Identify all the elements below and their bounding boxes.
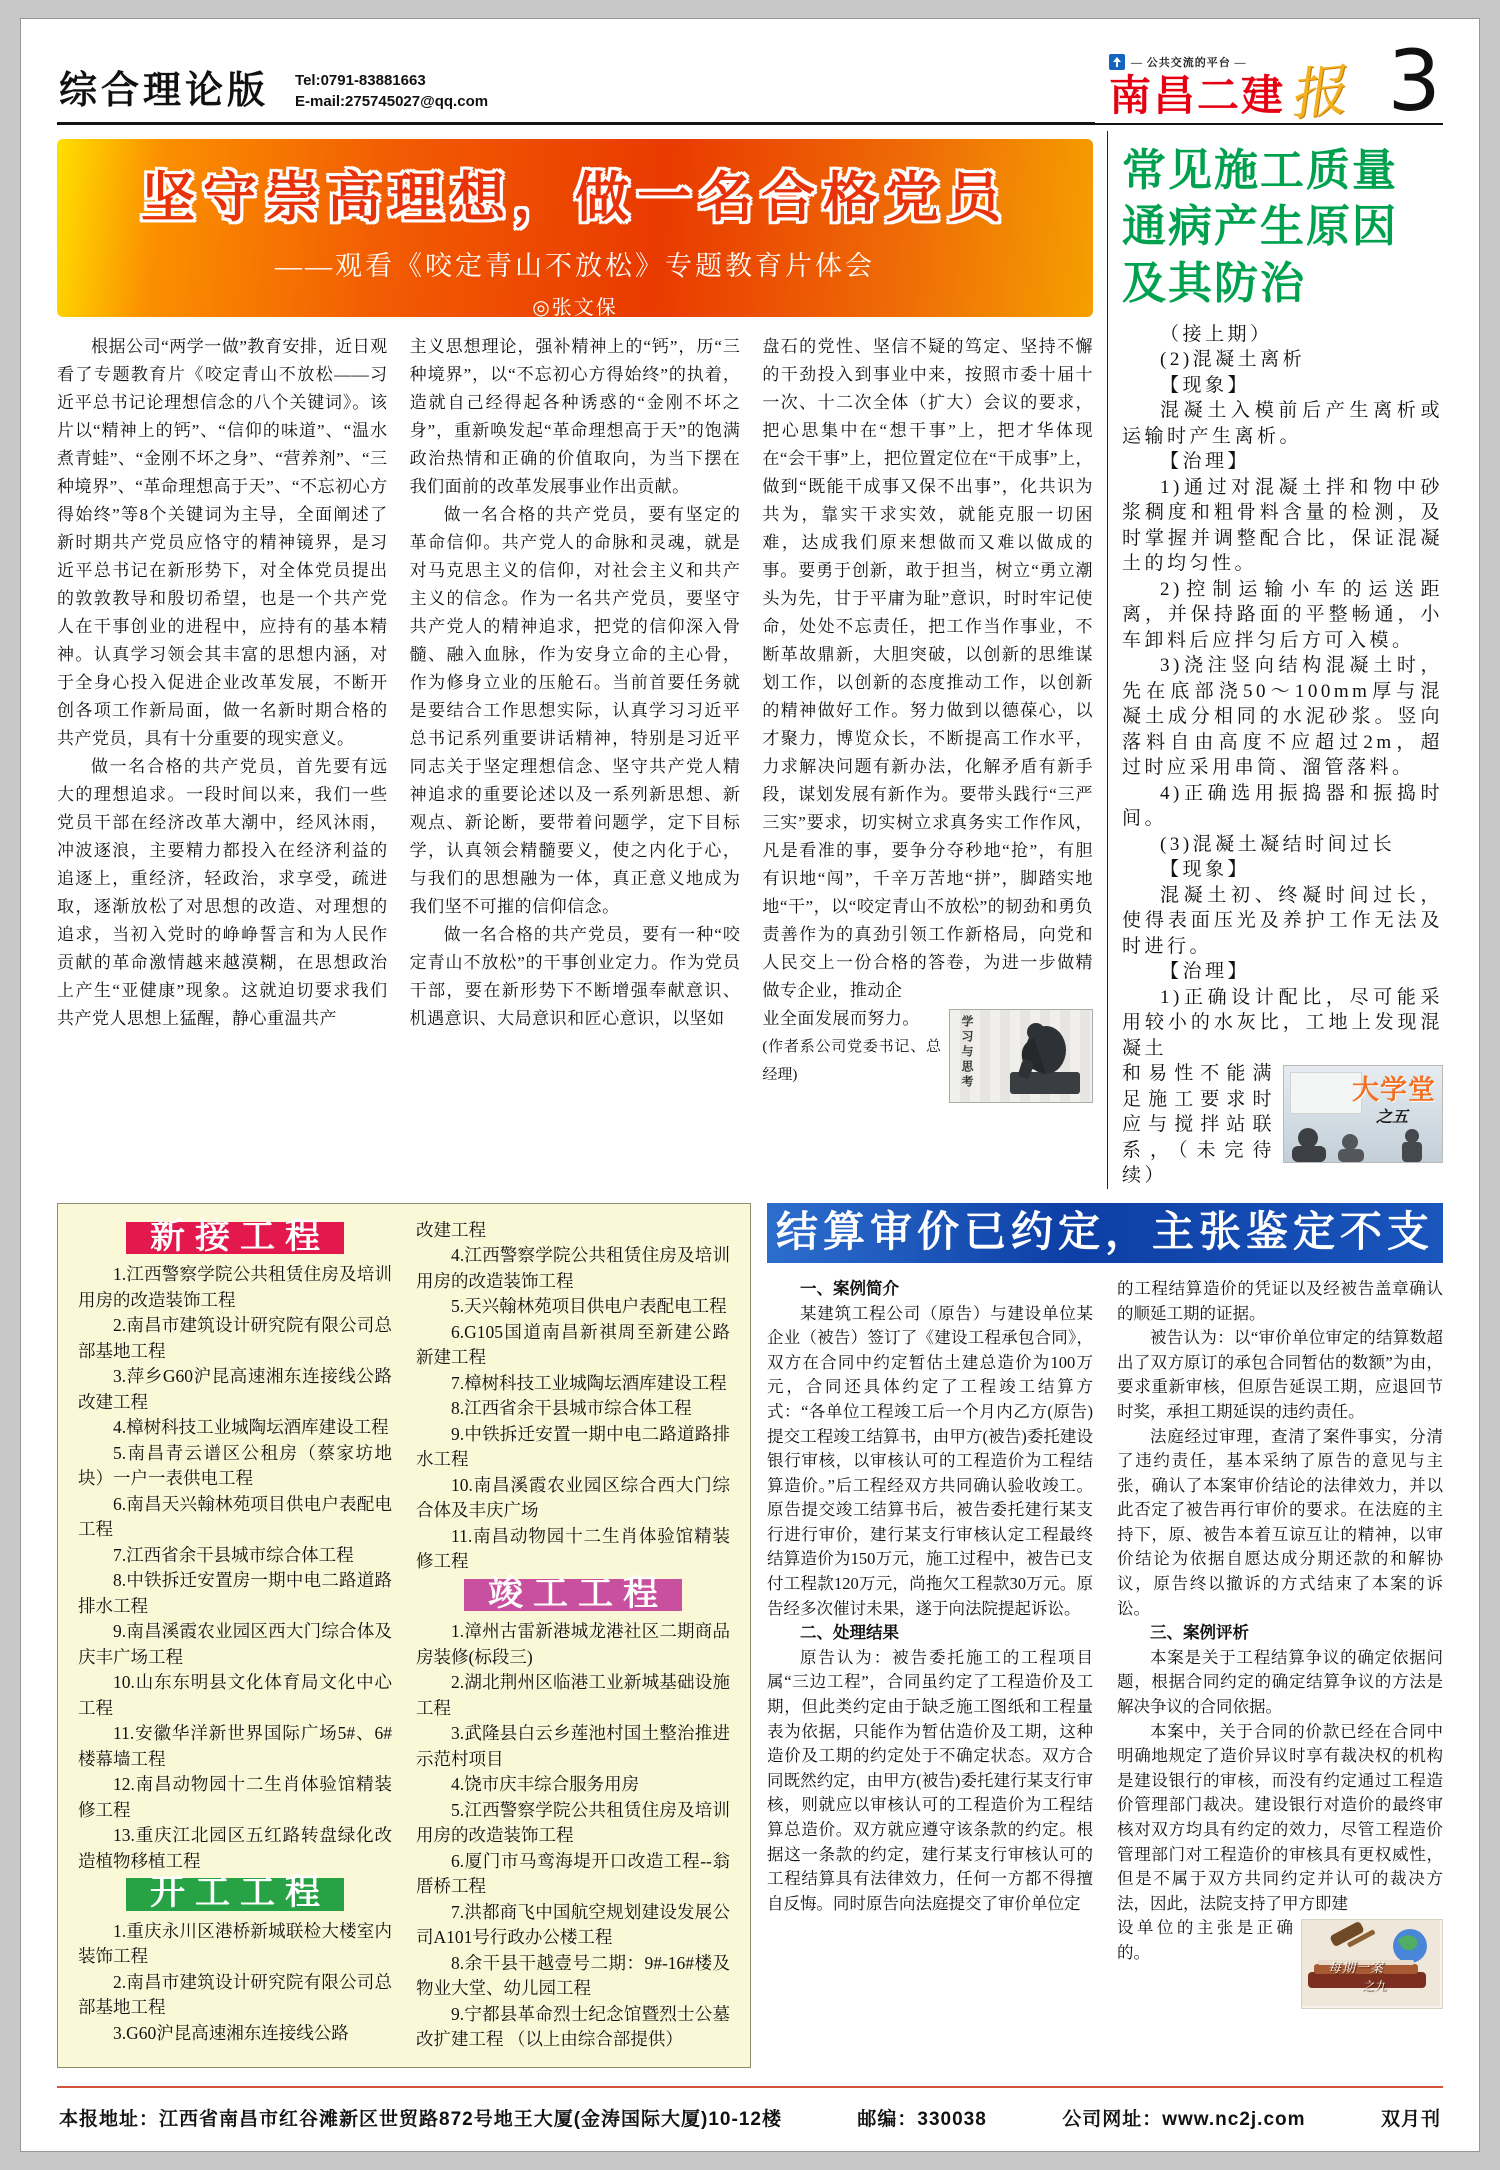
paragraph: 【现象】 xyxy=(1160,859,1251,881)
page-header xyxy=(57,31,1443,130)
top-content-row xyxy=(57,131,1443,1189)
paragraph: 2.南昌市建筑设计研究院有限公司总部基地工程 xyxy=(78,1971,392,2018)
paragraph: 4.饶市庆丰综合服务用房 xyxy=(451,1774,640,1795)
main-article-banner xyxy=(57,139,1093,317)
paragraph: 11.安徽华洋新世界国际广场5#、6#楼幕墙工程 xyxy=(78,1723,392,1769)
right-article-body xyxy=(1122,322,1443,1062)
paragraph: (2)混凝土离析 xyxy=(1160,349,1306,371)
paragraph: （接上期） xyxy=(1160,323,1273,345)
paragraph: 2.湖北荆州区临港工业新城基础设施工程 xyxy=(416,1672,730,1718)
case-column-1 xyxy=(767,1277,1093,2011)
right-article-zone xyxy=(1107,131,1443,1189)
paragraph: 3.G60沪昆高速湘东连接线公路 xyxy=(113,2022,349,2043)
case-column-2-top xyxy=(1117,1277,1443,1916)
paragraph: 2)控制运输小车的运送距离，并保持路面的平整畅通，小车卸料后应拌匀后方可入模。 xyxy=(1122,578,1443,651)
newspaper-page xyxy=(20,18,1480,2152)
projects-header-done: 竣工工程 xyxy=(464,1579,682,1612)
paragraph: 5.江西警察学院公共租赁住房及培训用房的改造装饰工程 xyxy=(416,1799,730,1846)
paragraph: 1)正确设计配比，尽可能采用较小的水灰比，工地上发现混凝土 xyxy=(1122,986,1443,1059)
paragraph: 本案中，关于合同的价款已经在合同中明确地规定了造价异议时享有裁决权的机构是建设银行的审核，而没有约定通过工程造价管理部门裁决。建设银行对造价的最终审核对双方均具有约定的效力，尽管工程造价管理部门对工程造价的审核具有更权威性，但是不属于双方共同约定并认可的裁决方法，因此，法院支持了甲方即建 xyxy=(1117,1721,1443,1913)
paragraph: 设单位的主张是正确的。 xyxy=(1117,1918,1293,1962)
masthead-logo-icon xyxy=(1109,54,1125,70)
paragraph: 9.宁都县革命烈士纪念馆暨烈士公墓改扩建工程 （以上由综合部提供） xyxy=(416,2003,730,2050)
paragraph: 主义思想理论，强补精神上的“钙”，历“三种境界”，以“不忘初心方得始终”的执着，造就自己经得起各种诱惑的“金刚不坏之身”，重新唤发起“革命理想高于天”的饱满政治热情和正确的价值取向，为当下摆在我们面前的改革发展事业作出贡献。 xyxy=(409,337,741,496)
page-number: 3 xyxy=(1387,31,1441,130)
paragraph: 根据公司“两学一做”教育安排，近日观看了专题教育片《咬定青山不放松——习近平总书记论理想信念的八个关键词》。该片以“精神上的钙”、“信仰的味道”、“温水煮青蛙”、“金刚不坏之身”、“营养剂”、“三种境界”、“革命理想高于天”、“不忘初心方得始终”等8个关键词为主导，全面阐述了新时期共产党员应恪守的精神镜界，是习近平总书记在新形势下，对全体党员提出的敦敦教导和殷切希望，也是一个共产党人在干事创业的进程中，应持有的基本精神。认真学习领会其丰富的思想内涵，对于全身心投入促进企业改革发展，不断开创各项工作新局面，做一名新时期合格的共产党员，具有十分重要的现实意义。 xyxy=(57,337,388,748)
paragraph: 【治理】 xyxy=(1160,961,1251,983)
masthead-name: 南昌二建 xyxy=(1109,72,1286,119)
thinker-photo xyxy=(949,1009,1093,1103)
paragraph: 【治理】 xyxy=(1160,451,1251,473)
paragraph: 被告认为：以“审价单位审定的结算数超出了双方原订的承包合同暂估的数额”为由，要求重新审核，但原告延误工期，应退回节时奖，承担工期延误的违约责任。 xyxy=(1117,1328,1443,1421)
masthead-tagline: — 公共交流的平台 — xyxy=(1131,57,1247,70)
paragraph: 10.山东东明县文化体育局文化中心工程 xyxy=(78,1672,392,1718)
paragraph: 的工程结算造价的凭证以及经被告盖章确认的顺延工期的证据。 xyxy=(1117,1278,1443,1323)
law-photo-sublabel: 之九 xyxy=(1362,1979,1387,1994)
paragraph: 某建筑工程公司（原告）与建设单位某企业（被告）签订了《建设工程承包合同》，双方在合同中约定暂估土建总造价为100万元，合同还具体约定了工程竣工结算方式：“各单位工程竣工后一个月内乙方(原告)提交工程竣工结算书，由甲方(被告)委托建设银行审核，以审核认可的工程造价为工程结算造价。”后工程经双方共同确认验收竣工。原告提交竣工结算书后，被告委托建行某支行进行审价，建行某支行审核认定工程最终结算造价为150万元，施工过程中，被告已支付工程款120万元，尚拖欠工程款30万元。原告经多次催讨未果，遂于向法院提起诉讼。 xyxy=(767,1303,1093,1618)
edition-label: 综合理论版 xyxy=(59,70,270,112)
masthead xyxy=(1095,31,1443,130)
paragraph: 3.武隆县白云乡莲池村国土整治推进示范村项目 xyxy=(416,1723,730,1769)
main-article-title: 坚守崇高理想，做一名合格党员 xyxy=(141,168,1009,228)
paragraph: 7.江西省余干县城市综合体工程 xyxy=(113,1544,354,1565)
footer-postcode: 邮编：330038 xyxy=(857,2108,987,2130)
paragraph: 4.樟树科技工业城陶坛酒库建设工程 xyxy=(113,1417,389,1438)
paragraph: 8.江西省余干县城市综合体工程 xyxy=(451,1398,692,1419)
paragraph: 1.漳州古雷新港城龙港社区二期商品房装修(标段三) xyxy=(416,1621,730,1667)
paragraph: 做一名合格的共产党员，要有一种“咬定青山不放松”的干事创业定力。作为党员干部，要在新形势下不断增强奉献意识、机遇意识、大局意识和匠心意识，以坚如 xyxy=(409,925,741,1028)
case-study-zone xyxy=(751,1203,1443,2068)
projects-header-new: 新接工程 xyxy=(126,1222,344,1255)
paragraph: 1)通过对混凝土拌和物中砂浆稠度和粗骨料含量的检测，及时掌握并调整配合比，保证混凝土的均匀性。 xyxy=(1122,476,1443,575)
paragraph: 9.中铁拆迁安置一期中电二路道路排水工程 xyxy=(416,1423,730,1470)
contact-info xyxy=(295,70,488,114)
article-column-3 xyxy=(762,333,1093,1185)
thinker-photo-label: 学习与思考 xyxy=(960,1015,975,1090)
paragraph: 1.重庆永川区港桥新城联检大楼室内装饰工程 xyxy=(78,1920,392,1967)
paragraph: 和易性不能满足施工要求时应与搅拌站联系，（未完待续） xyxy=(1122,1063,1275,1187)
paragraph: 7.洪都商飞中国航空规划建设发展公司A101号行政办公楼工程 xyxy=(416,1901,730,1948)
main-article-zone xyxy=(57,131,1107,1189)
classroom-photo-subtitle: 之五 xyxy=(1375,1109,1408,1127)
article-column-3-top xyxy=(762,333,1093,1005)
paragraph: 8.中铁拆迁安置房一期中电二路道路排水工程 xyxy=(78,1570,392,1616)
paragraph: 6.厦门市马鸾海堤开口改造工程--翁厝桥工程 xyxy=(416,1850,730,1897)
paragraph: 6.G105国道南昌新祺周至新建公路新建工程 xyxy=(416,1321,730,1368)
paragraph: 4)正确选用振捣器和振捣时间。 xyxy=(1122,782,1443,830)
paragraph: 改建工程 xyxy=(416,1219,486,1240)
main-article-subtitle: ——观看《咬定青山不放松》专题教育片体会 xyxy=(275,251,875,281)
paragraph: 6.南昌天兴翰林苑项目供电户表配电工程 xyxy=(78,1493,392,1540)
paragraph: 盘石的党性、坚信不疑的笃定、坚持不懈的干劲投入到事业中来，按照市委十届十一次、十二次全体（扩大）会议的要求，把心思集中在“想干事”上，把才华体现在“会干事”上，把位置定位在“干成事”上，做到“既能干成事又保不出事”，化共识为共为，靠实干求实效，就能克服一切困难，达成我们原来想做而又难以做成的事。要勇于创新，敢于担当，树立“勇立潮头为先，甘于平庸为耻”意识，时时牢记使命，处处不忘责任，把工作当作事业，不断革故鼎新，大胆突破，以创新的思维谋划工作，以创新的态度推动工作，以创新的精神做好工作。努力做到以德葆心，以才聚力，博览众长，不断提高工作水平，力求解决问题有新办法，化解矛盾有新手段，谋划发展有新作为。要带头践行“三严三实”要求，切实树立求真务实工作作风，凡是看准的事，要争分夺秒地“抢”，有胆有识地“闯”，千辛万苦地“拼”，脚踏实地地“干”，以“咬定青山不放松”的韧劲和勇负责善作为的真劲引领工作新格局，向党和人民交上一份合格的答卷，为进一步做精做专企业，推动企 xyxy=(762,337,1093,1000)
article-column-2 xyxy=(410,333,741,1185)
paragraph: 混凝土入模前后产生离析或运输时产生离析。 xyxy=(1122,400,1443,447)
case-column-2 xyxy=(1117,1277,1443,2011)
right-article-title: 常见施工质量通病产生原因及其防治 xyxy=(1122,146,1398,308)
contact-email: E-mail:275745027@qq.com xyxy=(295,93,489,110)
header-left xyxy=(57,33,1095,125)
bottom-content-row xyxy=(57,1203,1443,2068)
masthead-block xyxy=(1109,54,1349,128)
masthead-seal-character: 报 xyxy=(1285,60,1349,128)
main-article-author: ◎张文保 xyxy=(532,297,618,319)
main-article-body xyxy=(57,333,1093,1185)
paragraph: 1.江西警察学院公共租赁住房及培训用房的改造装饰工程 xyxy=(78,1264,392,1310)
paragraph: 12.南昌动物园十二生肖体验馆精装修工程 xyxy=(78,1774,392,1820)
paragraph: 混凝土初、终凝时间过长，使得表面压光及养护工作无法及时进行。 xyxy=(1122,884,1443,957)
paragraph: 二、处理结果 xyxy=(800,1624,899,1643)
footer-address: 本报地址：江西省南昌市红谷滩新区世贸路872号地王大厦(金涛国际大厦)10-12楼 xyxy=(59,2108,782,2130)
paragraph: 8.余干县干越壹号二期：9#-16#楼及物业大堂、幼儿园工程 xyxy=(416,1952,730,1999)
projects-header-start: 开工工程 xyxy=(126,1878,344,1911)
case-study-body xyxy=(767,1277,1443,2011)
paragraph: 2.南昌市建筑设计研究院有限公司总部基地工程 xyxy=(78,1315,392,1361)
paragraph: 11.南昌动物园十二生肖体验馆精装修工程 xyxy=(416,1525,730,1572)
classroom-photo-title: 大学堂 xyxy=(1352,1075,1436,1106)
article-column-1 xyxy=(57,333,388,1185)
page-footer xyxy=(57,2088,1443,2151)
paragraph: 三、案例评析 xyxy=(1150,1624,1249,1643)
paragraph: 业全面发展而努力。 xyxy=(762,1009,920,1028)
paragraph: 5.南昌青云谱区公租房（蔡家坊地块）一户一表供电工程 xyxy=(78,1442,392,1489)
projects-column-2 xyxy=(416,1218,730,2053)
footer-website: 公司网址：www.nc2j.com xyxy=(1062,2108,1306,2130)
audience-silhouettes-icon xyxy=(1284,1124,1442,1162)
paragraph: 做一名合格的共产党员，首先要有远大的理想追求。一段时间以来，我们一些党员干部在经济改革大潮中，经风沐雨，冲波逐浪，主要精力都投入在经济利益的追逐上，重经济，轻政治，求享受，疏进取，逐渐放松了对思想的改造、对理想的追求，当初入党时的峥峥誓言和为人民作贡献的革命激情越来越漠糊，在思想政治上产生“亚健康”现象。这就迫切要求我们共产党人思想上猛醒，静心重温共产 xyxy=(57,757,388,1028)
paragraph: 5.天兴翰林苑项目供电户表配电工程 xyxy=(451,1296,727,1317)
paragraph: 一、案例简介 xyxy=(800,1279,899,1298)
paragraph: 3)浇注竖向结构混凝土时，先在底部浇50～100mm厚与混凝土成分相同的水泥砂浆。竖向落料自由高度不应超过2m，超过时应采用串筒、溜管落料。 xyxy=(1122,655,1443,779)
author-note: (作者系公司党委书记、总经理) xyxy=(762,1039,942,1083)
law-photo-label: 每期一案 xyxy=(1328,1960,1385,1976)
paragraph: (3)混凝土凝结时间过长 xyxy=(1160,833,1396,855)
paragraph: 9.南昌溪霞农业园区西大门综合体及庆丰广场工程 xyxy=(78,1621,392,1667)
projects-box xyxy=(57,1203,751,2068)
paragraph: 法庭经过审理，查清了案件事实，分清了违约责任，基本采纳了原告的意见与主张，确认了本案审价结论的法律效力，并以此否定了被告再行审价的要求。在法庭的主持下，原、被告本着互谅互让的精神，以审价结论为依据自愿达成分期还款的和解协议，原告终以撤诉的方式结束了本案的诉讼。 xyxy=(1117,1426,1443,1618)
paragraph: 做一名合格的共产党员，要有坚定的革命信仰。共产党人的命脉和灵魂，就是对马克思主义的信仰，对社会主义和共产主义的信念。作为一名共产党员，要坚守共产党人的精神追求，把党的信仰深入骨髓、融入血脉，作为安身立命的主心骨，作为修身立业的压舱石。当前首要任务就是要结合工作思想实际，认真学习习近平总书记系列重要讲话精神，特别是习近平同志关于坚定理想信念、坚守共产党人精神追求的重要论述以及一系列新思想、新观点、新论断，要带着问题学，定下目标学，认真领会精髓要义，使之内化于心，与我们的思想融为一体，真正意义地成为我们坚不可摧的信仰信念。 xyxy=(409,505,741,916)
paragraph: 【现象】 xyxy=(1160,374,1251,396)
paragraph: 3.萍乡G60沪昆高速湘东连接线公路改建工程 xyxy=(78,1366,392,1412)
paragraph: 4.江西警察学院公共租赁住房及培训用房的改造装饰工程 xyxy=(416,1245,730,1291)
paragraph: 10.南昌溪霞农业园区综合西大门综合体及丰庆广场 xyxy=(416,1474,730,1521)
paragraph: 7.樟树科技工业城陶坛酒库建设工程 xyxy=(451,1372,727,1393)
classroom-photo xyxy=(1283,1065,1443,1163)
contact-tel: Tel:0791-83881663 xyxy=(295,72,426,89)
case-study-banner: 结算审价已约定，主张鉴定不支持 xyxy=(767,1203,1443,1263)
law-book-photo xyxy=(1301,1919,1443,2009)
paragraph: 13.重庆江北园区五红路转盘绿化改造植物移植工程 xyxy=(78,1825,392,1871)
paragraph: 本案是关于工程结算争议的确定依据问题，根据合同约定的确定结算争议的方法是解决争议的合同依据。 xyxy=(1117,1647,1443,1717)
paragraph: 原告认为：被告委托施工的工程项目属“三边工程”，合同虽约定了工程造价及工期，但此类约定由于缺乏施工图纸和工程量表为依据，只能作为暂估造价及工期，这种造价及工期的约定处于不确定状态。双方合同既然约定，由甲方(被告)委托建行某支行审核，则就应以审核认可的工程造价为工程结算总造价。双方就应遵守该条款的约定。根据这一条款的约定，建行某支行审核认可的工程结算具有法律效力，任何一方都不得擅自反悔。同时原告向法庭提交了审价单位定 xyxy=(767,1647,1093,1913)
projects-column-1 xyxy=(78,1218,392,2053)
footer-frequency: 双月刊 xyxy=(1380,2108,1441,2130)
